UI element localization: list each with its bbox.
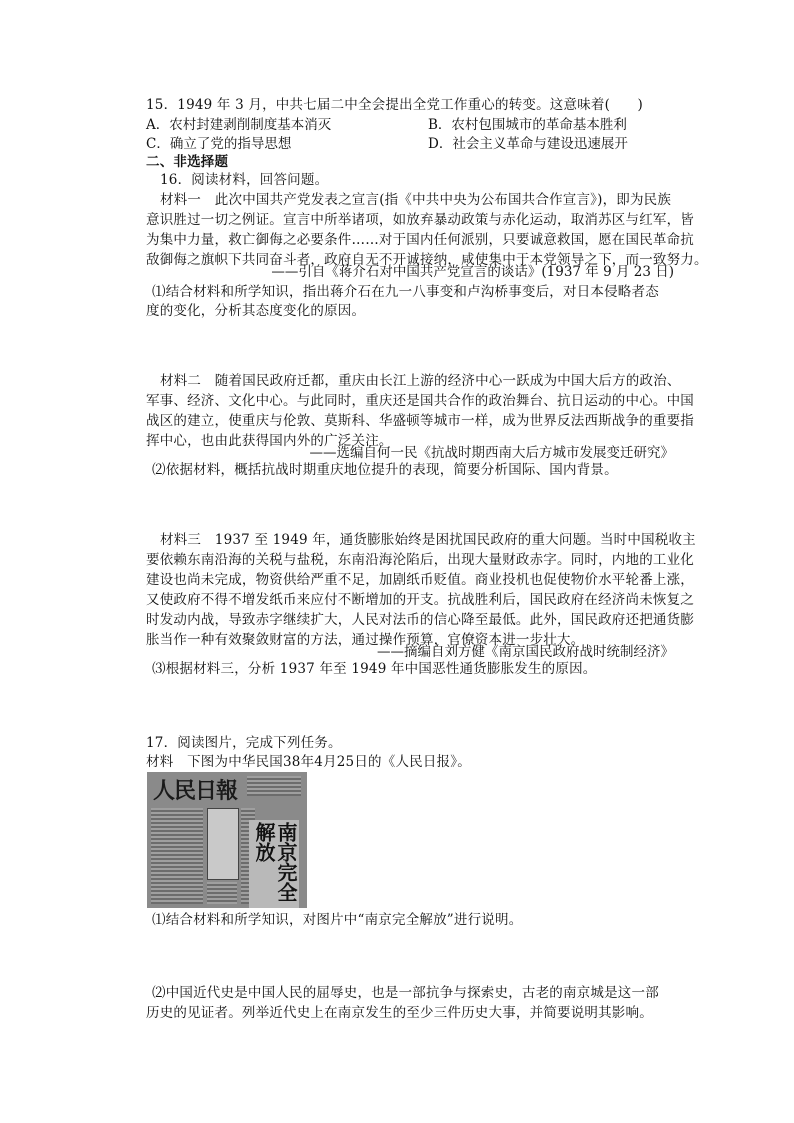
- q15-option-a: A．农村封建剥削制度基本消灭: [146, 117, 332, 133]
- material-2-line: 军事、经济、文化中心。与此同时，重庆还是国共合作的政治舞台、抗日运动的中心。中国: [146, 393, 694, 409]
- newspaper-text-block: [151, 808, 203, 904]
- q16-stem: 16．阅读材料，回答问题。: [160, 172, 329, 188]
- material-3-line: 胀当作一种有效聚敛财富的方法，通过操作预算，官僚资本进一步壮大。: [146, 632, 585, 648]
- material-3-line: 要依赖东南沿海的关税与盐税，东南沿海沦陷后，出现大量财政赤字。同时，内地的工业化: [146, 552, 694, 568]
- material-1-line: 敌御侮之旗帜下共同奋斗者，政府自无不开诚接纳，咸使集中于本党领导之下，而一致努力。: [146, 252, 708, 268]
- newspaper-text-block: [247, 776, 301, 796]
- q15-option-c: C．确立了党的指导思想: [146, 136, 292, 152]
- newspaper-photo: [147, 772, 307, 908]
- material-3-line: 材料三 1937 至 1949 年，通货膨胀始终是困扰国民政府的重大问题。当时中国税收主: [160, 532, 696, 548]
- material-1-line: 为集中力量，救亡御侮之必要条件……对于国内任何派别，只要诚意救国，愿在国民革命抗: [146, 232, 694, 248]
- section-title: 二、非选择题: [146, 154, 229, 170]
- q16-sub3: ⑶根据材料三，分析 1937 年至 1949 年中国恶性通货膨胀发生的原因。: [152, 661, 597, 677]
- material-1-line: 意识胜过一切之例证。宣言中所举诸项，如放弃暴动政策与赤化运动，取消苏区与红军，皆: [146, 212, 694, 228]
- material-3-source: ——摘编自刘方健《南京国民政府战时统制经济》: [377, 644, 674, 660]
- material-3-line: 又使政府不得不增发纸币来应付不断增加的开支。抗战胜利后，国民政府在经济尚未恢复之: [146, 592, 694, 608]
- q15-stem: 15．1949 年 3 月，中共七届二中全会提出全党工作重心的转变。这意味着( ): [146, 97, 643, 113]
- material-2-line: 材料二 随着国民政府迁都，重庆由长江上游的经济中心一跃成为中国大后方的政治、: [160, 373, 681, 389]
- q17-sub1: ⑴结合材料和所学知识，对图片中“南京完全解放”进行说明。: [152, 912, 523, 928]
- newspaper-text-block: [207, 882, 237, 904]
- material-2-line: 挥中心，也由此获得国内外的广泛关注。: [146, 433, 393, 449]
- q16-sub1-line: 度的变化，分析其态度变化的原因。: [146, 303, 366, 319]
- q17-sub2-line: ⑵中国近代史是中国人民的屈辱史，也是一部抗争与探索史，古老的南京城是这一部: [152, 985, 659, 1001]
- q17-sub2-line: 历史的见证者。列举近代史上在南京发生的至少三件历史大事，并简要说明其影响。: [146, 1005, 653, 1021]
- newspaper-headline: 南京完全解放: [249, 820, 299, 908]
- q15-option-b: B．农村包围城市的革命基本胜利: [428, 117, 627, 133]
- q15-option-d: D．社会主义革命与建设迅速展开: [428, 136, 628, 152]
- q16-sub2: ⑵依据材料，概括抗战时期重庆地位提升的表现，简要分析国际、国内背景。: [152, 462, 618, 478]
- material-3-line: 建设也尚未完成，物资供给严重不足，加剧纸币贬值。商业投机也促使物价水平轮番上涨，: [146, 572, 694, 588]
- q17-material: 材料 下图为中华民国38年4月25日的《人民日报》。: [146, 754, 471, 770]
- material-1-line: 材料一 此次中国共产党发表之宣言(指《中共中央为公布国共合作宣言》)，即为民族: [160, 192, 672, 208]
- material-2-line: 战区的建立，使重庆与伦敦、莫斯科、华盛顿等城市一样，成为世界反法西斯战争的重要指: [146, 413, 694, 429]
- q16-sub1-line: ⑴结合材料和所学知识，指出蒋介石在九一八事变和卢沟桥事变后，对日本侵略者态: [152, 284, 659, 300]
- q17-stem: 17．阅读图片，完成下列任务。: [146, 735, 342, 751]
- material-1-source: ——引自《蒋介石对中国共产党宣言的谈话》(1937 年 9 月 23 日): [271, 264, 674, 280]
- newspaper-headline-box: [207, 808, 239, 880]
- newspaper-masthead: 人民日報: [153, 778, 238, 804]
- material-2-source: ——选编自何一民《抗战时期西南大后方城市发展变迁研究》: [309, 445, 674, 461]
- material-3-line: 时发动内战，导致赤字继续扩大，人民对法币的信心降至最低。此外，国民政府还把通货膨: [146, 612, 694, 628]
